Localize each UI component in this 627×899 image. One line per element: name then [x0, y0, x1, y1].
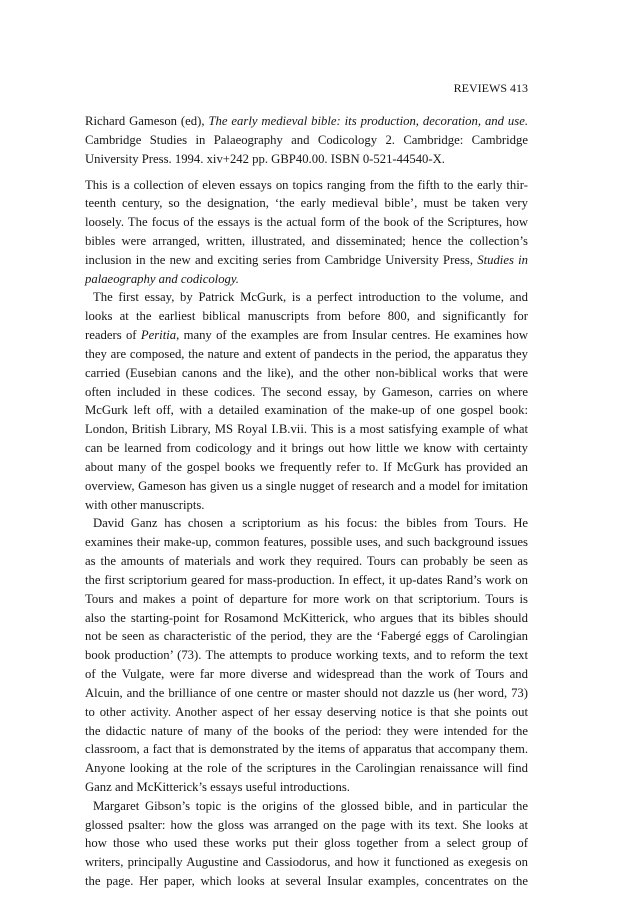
text-run: The first essay, by Patrick McGurk, is a perfect introduction to the volume, and	[93, 290, 528, 305]
text-run: glossed psalter: how the gloss was arranged on the page with its text. She looks at	[85, 817, 528, 832]
text-line	[85, 496, 528, 515]
text-line	[85, 646, 528, 665]
text-line	[85, 383, 528, 402]
text-run: carried (Eusebian canons and the like), and the other non-biblical works that were	[85, 365, 528, 380]
text-line	[85, 740, 528, 759]
text-run: they are composed, the nature and extent of pandects in the period, the apparatus they	[85, 346, 528, 361]
text-line	[85, 458, 528, 477]
text-run: the first scriptorium geared for mass-production. In effect, it up-dates Rand’s work on	[85, 572, 528, 587]
text-run: can be learned from codicology and it brings out how little we know with certainty	[85, 441, 528, 456]
text-run: Richard Gameson (ed),	[85, 114, 209, 128]
text-run: writers, principally Augustine and Cassiodorus, and how it functioned as exegesis on	[85, 855, 528, 870]
text-run: classroom, a fact that is demonstrated by the items of apparatus that accompany them.	[85, 742, 528, 757]
text-line	[85, 401, 528, 420]
text-line	[85, 270, 528, 289]
text-line	[85, 759, 528, 778]
text-run: bibles were arranged, written, illustrated, and disseminated; hence the collection’s	[85, 233, 528, 248]
text-line	[85, 514, 528, 533]
text-line	[85, 609, 528, 628]
italic-text: Peritia	[140, 328, 177, 343]
text-run: with other manuscripts.	[85, 497, 205, 512]
text-line	[85, 722, 528, 741]
italic-text: palaeography and codicology.	[85, 271, 239, 286]
text-line	[85, 703, 528, 722]
text-run: book production’ (73). The attempts to produce working texts, and to reform the text	[85, 648, 528, 663]
text-line	[85, 194, 528, 213]
text-run: of the Vulgate, were far more diverse and widespread than the work of Tours and	[85, 667, 528, 682]
text-line	[85, 326, 528, 345]
text-line	[85, 439, 528, 458]
text-run: This is a collection of eleven essays on topics ranging from the fifth to the early thir-	[85, 177, 528, 192]
text-run: about many of the gospel books we frequently refer to. If McGurk has provided an	[85, 459, 528, 474]
text-line	[85, 684, 528, 703]
text-run: not be seen as characteristic of the period, they are the ‘Fabergé eggs of Carolingian	[85, 629, 528, 644]
running-head: REVIEWS 413	[453, 81, 528, 95]
text-run: often included in these codices. The second essay, by Gameson, carries on where	[85, 384, 528, 399]
text-run: McGurk left off, with a detailed examination of the make-up of one gospel book:	[85, 403, 528, 418]
text-line	[85, 665, 528, 684]
text-run: Cambridge Studies in Palaeography and Codicology 2. Cambridge: Cambridge	[85, 132, 528, 147]
text-line	[85, 834, 528, 853]
text-line	[85, 571, 528, 590]
text-line	[85, 797, 528, 816]
text-line	[85, 778, 528, 797]
text-run: Margaret Gibson’s topic is the origins of the glossed bible, and in particular the	[93, 798, 528, 813]
text-line	[85, 251, 528, 270]
text-run: the didactic nature of many of the books of the period: they were intended for the	[85, 723, 528, 738]
text-run: to other activity. Another aspect of her essay deserving notice is that she points out	[85, 704, 528, 719]
text-line	[85, 131, 528, 150]
text-run: teenth century, so the designation, ‘the early medieval bible’, must be taken very	[85, 196, 528, 211]
text-run: loosely. The focus of the essays is the actual form of the book of the Scriptures, how	[85, 215, 528, 230]
review-paragraph	[85, 797, 528, 891]
text-line	[85, 364, 528, 383]
text-run: Ganz and McKitterick’s essays useful introductions.	[85, 780, 350, 794]
text-line	[85, 112, 528, 131]
text-line	[85, 590, 528, 609]
text-run: examines their make-up, common features, possible uses, and such background issues	[85, 535, 528, 550]
text-line	[85, 533, 528, 552]
text-run: David Ganz has chosen a scriptorium as his focus: the bibles from Tours. He	[93, 516, 528, 531]
text-line	[85, 627, 528, 646]
text-run: how those who used these works put their gloss together from a select group of	[85, 836, 528, 851]
text-run: , many of the examples are from Insular centres. He examines how	[176, 328, 528, 343]
text-run: readers of	[85, 328, 141, 343]
text-line	[85, 345, 528, 364]
review-paragraph	[85, 288, 528, 514]
review-body	[85, 176, 528, 891]
text-line	[85, 552, 528, 571]
review-paragraph	[85, 514, 528, 796]
text-run: the page. Her paper, which looks at several Insular examples, concentrates on the	[85, 874, 528, 889]
book-citation	[85, 112, 528, 168]
italic-text: The early medieval bible: its production, decoration, and use.	[208, 114, 528, 128]
text-run: London, British Library, MS Royal I.B.vii. This is a most satisfying example of what	[85, 422, 528, 437]
text-run: Anyone looking at the role of the scriptures in the Carolingian renaissance will find	[85, 761, 528, 776]
text-line	[85, 213, 528, 232]
text-run: as the amounts of materials and work they required. Tours can probably be seen as	[85, 554, 528, 569]
review-paragraph	[85, 176, 528, 289]
italic-text: Studies in	[477, 252, 528, 267]
text-line	[85, 288, 528, 307]
text-run: inclusion in the new and exciting series from Cambridge University Press,	[85, 252, 478, 267]
text-line	[85, 150, 528, 169]
text-run: Tours and makes a point of departure for more work on that scriptorium. Tours is	[85, 591, 528, 606]
text-line	[85, 420, 528, 439]
text-line	[85, 176, 528, 195]
text-run: overview, Gameson has given us a single nugget of research and a model for imitation	[85, 478, 528, 493]
text-line	[85, 232, 528, 251]
text-run: also the starting-point for Rosamond McKitterick, who argues that its bibles should	[85, 610, 528, 625]
text-line	[85, 853, 528, 872]
text-line	[85, 307, 528, 326]
text-run: University Press. 1994. xiv+242 pp. GBP40.00. ISBN 0-521-44540-X.	[85, 151, 445, 166]
text-run: looks at the earliest biblical manuscripts from before 800, and significantly for	[85, 309, 528, 324]
text-line	[85, 477, 528, 496]
text-line	[85, 872, 528, 891]
text-run: Alcuin, and the brilliance of one centre or master should not dazzle us (her word, 73)	[85, 685, 528, 700]
text-line	[85, 816, 528, 835]
